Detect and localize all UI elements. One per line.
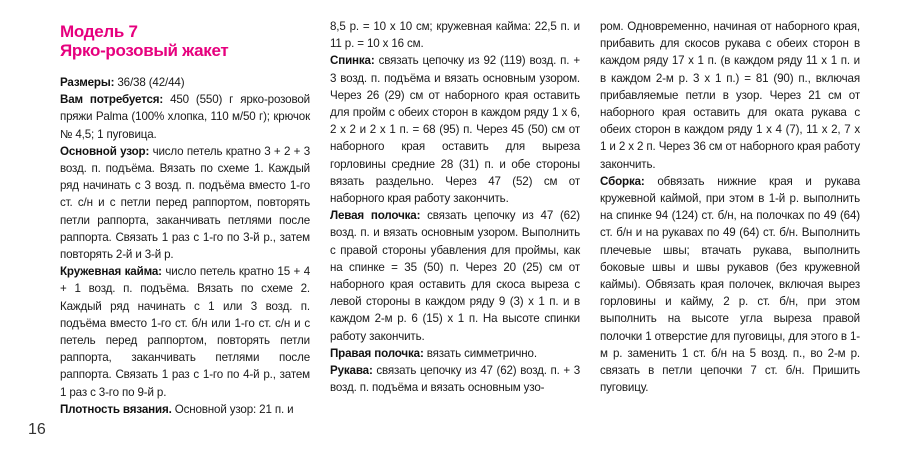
paragraph-assembly: Сборка: обвязать нижние края и рукава кружевной каймой, при этом в 1-й р. выполнить на спинке 94 (124) ст. б/н, на полочках по 49 (64) ст. б/н и на рукавах по 49 (64) ст. б/н. Выполнить плечевые швы; втачать рукава, выполнить боковые швы и швы рукавов (без кружевной каймы). Обвязать края полочек, включая вырез горловины и кайму, 2 р. ст. б/н, при этом выполнить на высоте угла выреза правой полочки 1 отверстие для пуговицы, для этого в 1-м р. заменить 1 ст. б/н на 5 возд. п., во 2-м р. связать в петли цепочки 7 ст. б/н. Пришить пуговицу.: [600, 174, 860, 395]
paragraph-gauge-cont: 8,5 р. = 10 х 10 см; кружевная кайма: 22,5 п. и 11 р. = 10 х 16 см.: [330, 20, 580, 51]
page-number: 16: [28, 421, 46, 438]
paragraph-materials: Вам потребуется: 450 (550) г ярко-розовой пряжи Palma (100% хлопка, 110 м/50 г); крючок № 4,5; 1 пуговица.: [60, 93, 310, 141]
model-number: Модель 7: [60, 22, 138, 41]
model-title: [60, 22, 310, 60]
column-1: [60, 22, 310, 418]
paragraph-back: Спинка: связать цепочку из 92 (119) возд. п. + 3 возд. п. подъёма и вязать основным узором. Через 26 (29) см от наборного края оставить для пройм с обеих сторон в каждом ряду 1 х 6, 2 х 2 и 2 х 1 п. = 68 (95) п. Через 45 (50) см от наборного края оставить для выреза горловины средние 28 (31) п. и обе стороны вязать раздельно. Через 47 (52) см от наборного края работу закончить.: [330, 54, 580, 206]
paragraph-sleeves-cont: ром. Одновременно, начиная от наборного края, прибавить для скосов рукава с обеих сторон в каждом ряду 17 х 1 п. (в каждом ряду 11 х 1 п. и в каждом 2-м р. 3 х 1 п.) = 81 (90) п., включая прибавляемые петли в узор. Через 21 см от наборного края оставить для оката рукава с обеих сторон в каждом ряду 1 х 4 (7), 11 х 2, 7 х 1 и 2 х 2 п. Через 36 см от наборного края работу закончить.: [600, 20, 860, 171]
paragraph-main-pattern: Основной узор: число петель кратно 3 + 2 + 3 возд. п. подъёма. Вязать по схеме 1. Каждый ряд начинать с 3 возд. п. подъёма вместо 1-го ст. с/н и с петли перед раппортом, повторять петли раппорта, заканчивать петлями после раппорта. Связать 1 раз с 1-го по 3-й р., затем повторять 2-й и 3-й р.: [60, 144, 310, 262]
model-name: Ярко-розовый жакет: [60, 41, 229, 60]
paragraph-gauge: Плотность вязания. Основной узор: 21 п. и: [60, 402, 294, 416]
paragraph-sizes: Размеры: 36/38 (42/44): [60, 76, 185, 89]
paragraph-lace-border: Кружевная кайма: число петель кратно 15 + 4 + 1 возд. п. подъёма. Вязать по схеме 2. Каждый ряд начинать с 1 или 3 возд. п. подъёма вместо 1-го ст. б/н или 1-го ст. с/н и с петель перед раппортом, повторять петли раппорта, заканчивать петлями после раппорта. Связать 1 раз с 1-го по 4-й р., затем 1 раз с 3-го по 9-й р.: [60, 265, 310, 399]
paragraph-sleeves: Рукава: связать цепочку из 47 (62) возд. п. + 3 возд. п. подъёма и вязать основным узо-: [330, 364, 580, 395]
column-2: [330, 18, 580, 396]
paragraph-left-front: Левая полочка: связать цепочку из 47 (62) возд. п. и вязать основным узором. Выполнить с правой стороны убавления для проймы, как на спинке = 35 (50) п. Через 20 (25) см от наборного края оставить для скоса выреза с левой стороны в каждом ряду 9 (3) х 1 п. и в каждом 2-м р. 6 (15) х 1 п. На высоте спинки работу закончить.: [330, 209, 580, 343]
column-3: [600, 18, 860, 396]
paragraph-right-front: Правая полочка: вязать симметрично.: [330, 346, 537, 360]
